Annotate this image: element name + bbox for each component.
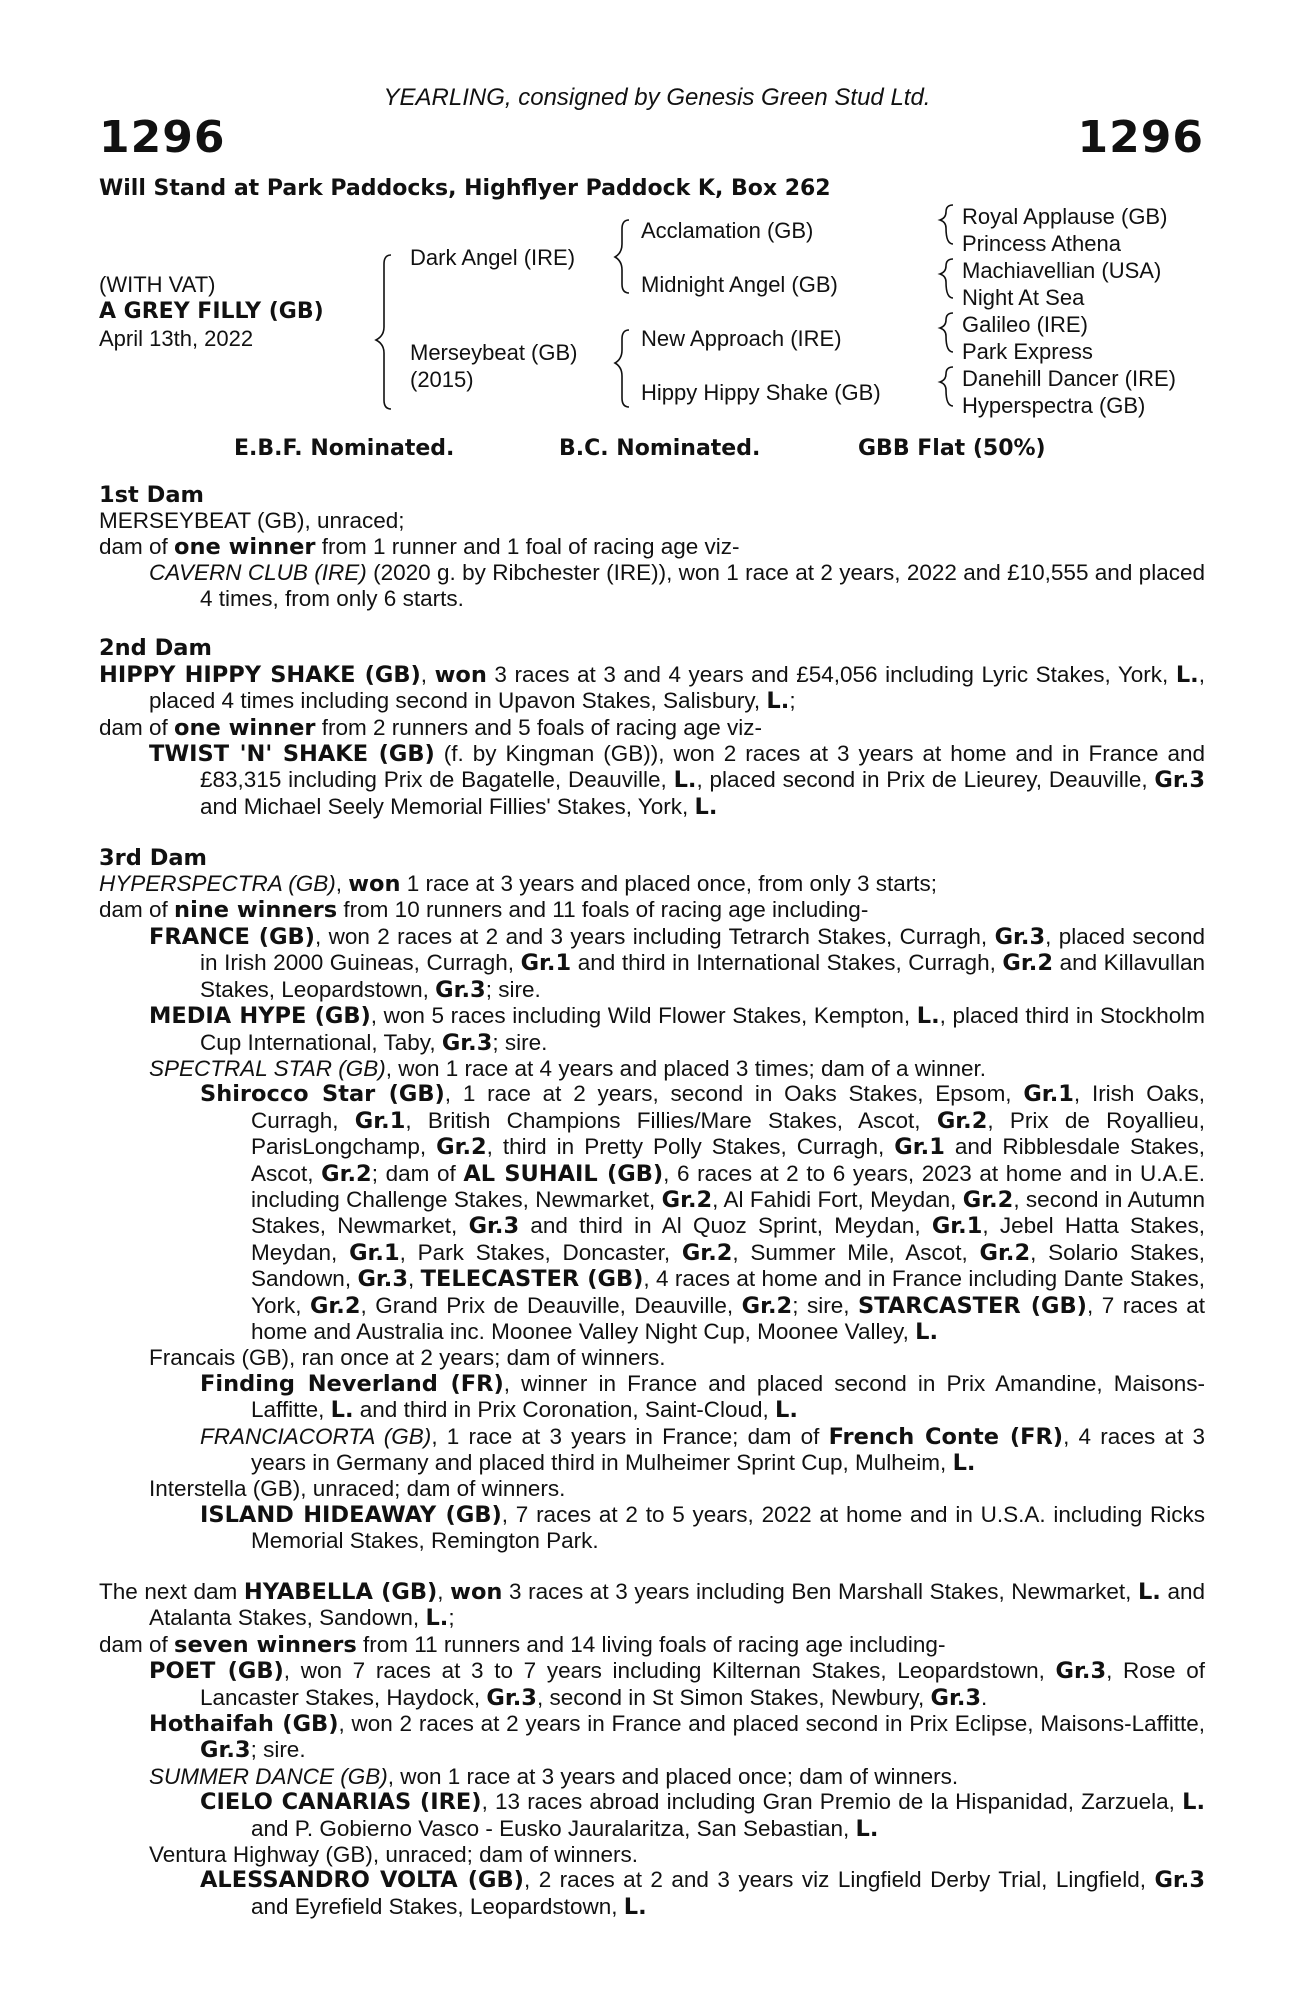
bold-text: STARCASTER (GB)	[857, 1292, 1087, 1319]
text-run: , 1 race at 2 years, second in Oaks Stakes, Epsom,	[444, 1081, 1024, 1107]
text-run: , won 5 races including Wild Flower Stakes, Kempton,	[370, 1003, 917, 1029]
text-run: and third in Prix Coronation, Saint-Cloud,	[353, 1397, 775, 1423]
text-run: , Al Fahidi Fort, Meydan,	[712, 1186, 963, 1212]
bold-text: French Conte (FR)	[828, 1423, 1064, 1450]
bold-text: Gr.3	[441, 1029, 493, 1056]
text-run: and Ribblesdale Stakes, Ascot,	[251, 1134, 1206, 1186]
ggp-1: Royal Applause (GB)	[962, 204, 1168, 229]
text-run: , second in St Simon Stakes, Newbury,	[536, 1684, 931, 1710]
pedigree-entry	[99, 1842, 1205, 1867]
text-run: dam of	[99, 1631, 175, 1657]
text-run: , Prix de Royallieu, ParisLongchamp,	[251, 1107, 1205, 1160]
bold-text: Gr.1	[349, 1239, 400, 1266]
pedigree-entry	[99, 1579, 1205, 1632]
text-run: (2020 g. by Ribchester (IRE)), won 1 race at 2 years, 2022 and £10,555 and placed 4 times, from only 6 starts.	[200, 560, 1205, 611]
text-run: ; sire.	[492, 1029, 548, 1055]
italic-text: FRANCIACORTA (GB)	[200, 1423, 432, 1449]
text-run: , 13 races abroad including Gran Premio de la Hispanidad, Zarzuela,	[481, 1789, 1183, 1815]
vat-note: (WITH VAT)	[99, 272, 216, 297]
family-details	[99, 483, 1205, 1920]
bold-text: Gr.1	[931, 1213, 983, 1240]
text-run: , Solario Stakes, Sandown,	[251, 1239, 1205, 1292]
text-run: , Summer Mile, Ascot,	[732, 1239, 980, 1265]
bold-text: L.	[623, 1893, 647, 1920]
text-run: ,	[335, 871, 349, 897]
bold-text: Gr.1	[354, 1107, 406, 1134]
bold-text: won	[348, 871, 401, 898]
bold-text: MEDIA HYPE (GB)	[149, 1003, 371, 1030]
text-run: ; sire,	[792, 1292, 858, 1318]
bold-text: Gr.3	[357, 1266, 409, 1293]
bold-text: L.	[1182, 1789, 1206, 1816]
bold-text: Gr.3	[1055, 1658, 1107, 1685]
text-run: (f. by Kingman (GB)), won 2 races at 3 years at home and in France and £83,315 including Prix de Bagatelle, Deauville,	[200, 741, 1205, 793]
bold-text: Gr.3	[930, 1684, 982, 1711]
italic-text: SPECTRAL STAR (GB)	[149, 1055, 386, 1081]
text-run: , 1 race at 3 years in France; dam of	[431, 1423, 829, 1449]
bold-text: won	[450, 1579, 503, 1606]
text-run: and third in Al Quoz Sprint, Meydan,	[519, 1213, 932, 1239]
pedigree-entry	[99, 1867, 1205, 1920]
pedigree-entry	[99, 1632, 1205, 1658]
bracket-gen3-2	[940, 259, 953, 298]
bold-text: Gr.2	[979, 1239, 1031, 1266]
bold-text: FRANCE (GB)	[149, 923, 315, 950]
lot-number-right: 1296	[1077, 112, 1204, 163]
pedigree-entry	[99, 1658, 1205, 1711]
ggp-7: Danehill Dancer (IRE)	[962, 366, 1176, 391]
bold-text: AL SUHAIL (GB)	[463, 1160, 664, 1187]
pedigree-entry	[99, 1056, 1205, 1081]
pedigree-entry	[99, 1003, 1205, 1056]
bold-text: POET (GB)	[149, 1658, 284, 1685]
bold-text: L.	[916, 1003, 940, 1030]
bold-text: L.	[694, 793, 718, 820]
dam-dam: Hippy Hippy Shake (GB)	[641, 380, 881, 405]
bold-text: Gr.3	[1154, 767, 1205, 794]
text-run: , placed second in Irish 2000 Guineas, Curragh,	[200, 923, 1205, 976]
bold-text: ALESSANDRO VOLTA (GB)	[200, 1867, 524, 1894]
pedigree-entry	[99, 662, 1205, 715]
section-heading: 1st Dam	[99, 482, 204, 508]
bold-text: Gr.2	[661, 1186, 713, 1213]
text-run: , 7 races at 2 to 5 years, 2022 at home and in U.S.A. including Ricks Memorial Stakes, Remington Park.	[251, 1501, 1205, 1554]
text-run: .	[981, 1684, 988, 1710]
text-run: The next dam	[99, 1579, 244, 1605]
text-run: , placed second in Prix de Lieurey, Deauville,	[696, 767, 1155, 793]
bold-text: Gr.2	[741, 1292, 793, 1319]
text-run: ,	[437, 1579, 451, 1605]
bracket-gen3-3	[940, 313, 953, 352]
bold-text: nine winners	[174, 897, 338, 924]
italic-text: SUMMER DANCE (GB)	[149, 1763, 388, 1789]
consignment-line: YEARLING, consigned by Genesis Green Stud Ltd.	[383, 84, 931, 111]
text-run: , 4 races at 3 years in Germany and placed third in Mulheimer Sprint Cup, Mulheim,	[251, 1423, 1205, 1475]
bracket-gen3-4	[940, 367, 953, 406]
bold-text: Gr.3	[486, 1684, 537, 1711]
bold-text: Gr.2	[1002, 950, 1053, 977]
pedigree-entry	[99, 508, 1205, 533]
italic-text: CAVERN CLUB (IRE)	[149, 560, 367, 586]
text-run: , Jebel Hatta Stakes, Meydan,	[251, 1213, 1205, 1265]
section-heading: 2nd Dam	[99, 635, 212, 662]
bold-text: Gr.1	[894, 1134, 945, 1161]
bold-text: Gr.2	[681, 1239, 733, 1266]
ggp-8: Hyperspectra (GB)	[962, 393, 1146, 418]
text-run: , winner in France and placed second in Prix Amandine, Maisons-Laffitte,	[251, 1370, 1205, 1423]
bold-text: L.	[766, 688, 790, 715]
nomination-gbb: GBB Flat (50%)	[858, 436, 1046, 461]
text-run: , Park Stakes, Doncaster,	[399, 1239, 682, 1265]
dam-year: (2015)	[410, 367, 474, 392]
pedigree-entry	[99, 1345, 1205, 1370]
text-run: Francais (GB), ran once at 2 years; dam of winners.	[149, 1345, 666, 1371]
text-run: Interstella (GB), unraced; dam of winners.	[149, 1476, 566, 1502]
pedigree-entry	[99, 560, 1205, 611]
text-run: and Killavullan Stakes, Leopardstown,	[200, 950, 1205, 1002]
text-run: dam of	[99, 897, 175, 923]
text-run: and Atalanta Stakes, Sandown,	[149, 1579, 1205, 1631]
bold-text: Gr.3	[994, 923, 1046, 950]
bold-text: L.	[915, 1318, 939, 1345]
nomination-bc: B.C. Nominated.	[559, 436, 761, 461]
ggp-4: Night At Sea	[962, 285, 1085, 310]
text-run: , won 2 races at 2 years in France and placed second in Prix Eclipse, Maisons-Laffitte,	[338, 1711, 1205, 1737]
dam: Merseybeat (GB)	[410, 340, 578, 365]
pedigree-entry	[99, 1476, 1205, 1501]
italic-text: HYPERSPECTRA (GB)	[99, 871, 336, 897]
text-run: , 6 races at 2 to 6 years, 2023 at home and in U.A.E. including Challenge Stakes, Newmarket,	[251, 1160, 1206, 1212]
bold-text: TELECASTER (GB)	[420, 1266, 644, 1293]
bold-text: CIELO CANARIAS (IRE)	[200, 1789, 482, 1816]
nomination-ebf: E.B.F. Nominated.	[234, 436, 455, 461]
bold-text: Shirocco Star (GB)	[200, 1081, 445, 1108]
text-run: , placed third in Stockholm Cup International, Taby,	[200, 1003, 1205, 1055]
text-run: , won 2 races at 2 and 3 years including Tetrarch Stakes, Curragh,	[314, 923, 995, 949]
bold-text: Gr.3	[200, 1737, 251, 1764]
text-run: , won 1 race at 3 years and placed once; dam of winners.	[387, 1763, 959, 1789]
text-run: ;	[789, 688, 796, 714]
pedigree-entry	[99, 871, 1205, 897]
bold-text: Hothaifah (GB)	[149, 1711, 339, 1738]
bold-text: L.	[1175, 661, 1199, 688]
pedigree-entry	[99, 1371, 1205, 1424]
pedigree-entry	[99, 534, 1205, 560]
pedigree-entry	[99, 1081, 1205, 1345]
section-heading: 3rd Dam	[99, 844, 207, 871]
text-run: 3 races at 3 years including Ben Marshall Stakes, Newmarket,	[502, 1579, 1138, 1605]
stand-location: Will Stand at Park Paddocks, Highflyer Paddock K, Box 262	[99, 176, 831, 201]
pedigree-entry	[99, 1711, 1205, 1764]
bracket-gen2-upper	[615, 220, 629, 293]
bold-text: ISLAND HIDEAWAY (GB)	[200, 1501, 502, 1528]
text-run: and Eyrefield Stakes, Leopardstown,	[251, 1893, 624, 1919]
text-run: ;	[448, 1605, 455, 1631]
foaling-date: April 13th, 2022	[99, 326, 254, 351]
bold-text: Gr.2	[309, 1292, 361, 1319]
pedigree-entry	[99, 715, 1205, 741]
bold-text: Gr.1	[1023, 1081, 1074, 1108]
bold-text: Finding Neverland (FR)	[200, 1370, 504, 1397]
bold-text: L.	[425, 1605, 449, 1632]
text-run: , Rose of Lancaster Stakes, Haydock,	[200, 1658, 1206, 1710]
bold-text: Gr.1	[520, 950, 572, 977]
bold-text: Gr.2	[962, 1186, 1014, 1213]
text-run: , 7 races at home and Australia inc. Moonee Valley Night Cup, Moonee Valley,	[251, 1292, 1205, 1344]
text-run: ; sire.	[485, 976, 541, 1002]
bold-text: one winner	[174, 714, 316, 741]
text-run: , Irish Oaks, Curragh,	[251, 1081, 1205, 1133]
text-run: , Grand Prix de Deauville, Deauville,	[360, 1292, 742, 1318]
text-run: ,	[420, 661, 435, 687]
bold-text: L.	[673, 767, 697, 794]
text-run: and third in International Stakes, Curragh,	[571, 950, 1003, 976]
bold-text: L.	[775, 1397, 798, 1424]
pedigree-entry	[99, 1502, 1205, 1554]
pedigree-entry	[99, 1789, 1205, 1842]
section-gap	[99, 611, 1205, 636]
text-run: from 10 runners and 11 foals of racing age including-	[337, 897, 869, 923]
pedigree-entry	[99, 897, 1205, 923]
horse-name: A GREY FILLY (GB)	[99, 299, 324, 324]
bracket-gen1	[376, 255, 391, 409]
ggp-5: Galileo (IRE)	[962, 312, 1088, 337]
bold-text: L.	[855, 1815, 879, 1842]
section-gap	[99, 820, 1205, 845]
text-run: from 1 runner and 1 foal of racing age viz-	[315, 533, 740, 559]
bracket-gen2-lower	[615, 330, 629, 407]
bold-text: Gr.3	[435, 976, 486, 1003]
bold-text: L.	[952, 1450, 976, 1476]
bold-text: HYABELLA (GB)	[243, 1579, 438, 1606]
text-run: ; sire.	[250, 1737, 306, 1763]
text-run: , won 1 race at 4 years and placed 3 times; dam of a winner.	[385, 1055, 987, 1081]
text-run: , third in Pretty Polly Stakes, Curragh,	[486, 1134, 895, 1160]
text-run: and P. Gobierno Vasco - Eusko Jauralaritza, San Sebastian,	[251, 1815, 856, 1841]
ggp-6: Park Express	[962, 339, 1093, 364]
bold-text: Gr.2	[321, 1160, 372, 1187]
bold-text: Gr.3	[1154, 1867, 1205, 1894]
text-run: from 11 runners and 14 living foals of racing age including-	[356, 1631, 946, 1657]
bold-text: one winner	[174, 533, 316, 560]
text-run: , won 7 races at 3 to 7 years including Kilternan Stakes, Leopardstown,	[283, 1658, 1056, 1684]
lot-number-left: 1296	[99, 112, 226, 163]
ggp-3: Machiavellian (USA)	[962, 258, 1162, 283]
text-run: ,	[408, 1266, 421, 1292]
text-run: , 4 races at home and in France including Dante Stakes, York,	[251, 1266, 1205, 1318]
bold-text: seven winners	[174, 1631, 357, 1658]
text-run: , second in Autumn Stakes, Newmarket,	[251, 1186, 1205, 1239]
text-run: ; dam of	[371, 1160, 464, 1186]
text-run: , British Champions Fillies/Mare Stakes, Ascot,	[405, 1107, 937, 1133]
text-run: Ventura Highway (GB), unraced; dam of winners.	[149, 1842, 638, 1868]
pedigree-entry	[99, 741, 1205, 820]
text-run: dam of	[99, 714, 175, 740]
bold-text: L.	[330, 1397, 354, 1424]
bold-text: Gr.3	[468, 1213, 520, 1240]
bold-text: won	[434, 661, 487, 688]
ggp-2: Princess Athena	[962, 231, 1121, 256]
bold-text: Gr.2	[936, 1107, 988, 1134]
sire-sire: Acclamation (GB)	[641, 218, 814, 243]
text-run: and Michael Seely Memorial Fillies' Stakes, York,	[200, 793, 695, 819]
text-run: , 2 races at 2 and 3 years viz Lingfield Derby Trial, Lingfield,	[523, 1867, 1155, 1893]
sire-dam: Midnight Angel (GB)	[641, 272, 838, 297]
section-gap	[99, 1554, 1205, 1579]
bold-text: Gr.2	[436, 1134, 487, 1161]
bracket-gen3-1	[940, 205, 953, 244]
bold-text: TWIST 'N' SHAKE (GB)	[149, 741, 435, 768]
text-run: 3 races at 3 and 4 years and £54,056 including Lyric Stakes, York,	[486, 661, 1176, 687]
bold-text: L.	[1137, 1579, 1161, 1606]
pedigree-entry	[99, 924, 1205, 1003]
text-run: dam of	[99, 533, 175, 559]
text-run: from 2 runners and 5 foals of racing age viz-	[315, 714, 762, 740]
dam-sire: New Approach (IRE)	[641, 326, 842, 351]
bold-text: HIPPY HIPPY SHAKE (GB)	[99, 661, 421, 688]
pedigree-entry	[99, 1764, 1205, 1789]
pedigree-entry	[99, 1424, 1205, 1477]
text-run: MERSEYBEAT (GB), unraced;	[99, 508, 405, 534]
text-run: , placed 4 times including second in Upavon Stakes, Salisbury,	[149, 661, 1205, 714]
text-run: 1 race at 3 years and placed once, from only 3 starts;	[400, 871, 938, 897]
sire: Dark Angel (IRE)	[410, 245, 576, 270]
